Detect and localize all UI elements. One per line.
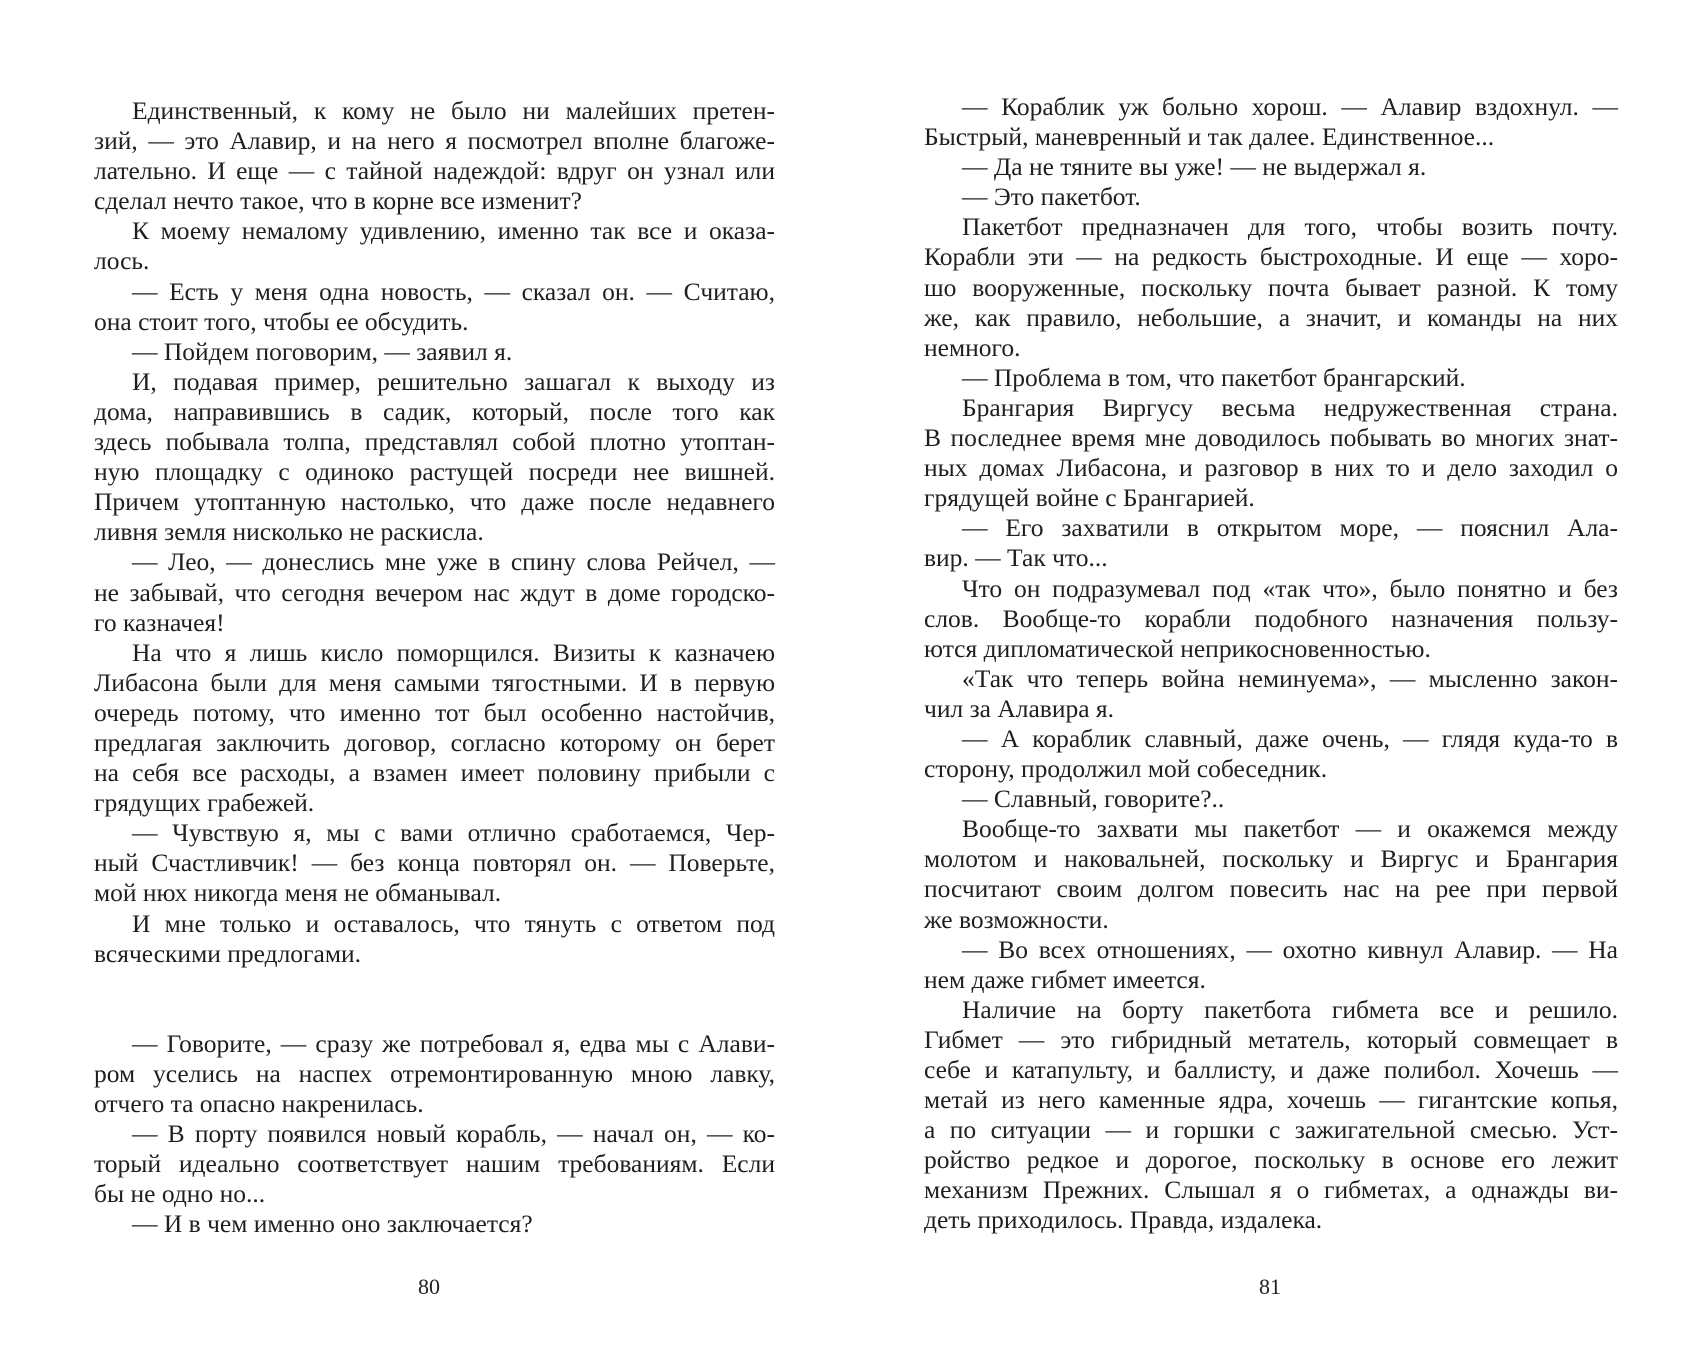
text-line: она стоит того, чтобы ее обсудить. — [94, 306, 469, 336]
text-line: деть приходилось. Правда, издалека. — [924, 1205, 1323, 1235]
text-line: — Это пакетбот. — [962, 182, 1141, 212]
text-line: посчитают своим долгом повесить нас на рее при первой — [924, 874, 1618, 904]
text-line: — Славный, говорите?.. — [962, 784, 1225, 814]
right-page-number: 81 — [1259, 1274, 1281, 1299]
text-line: ный Счастливчик! — без конца повторял он. — Поверьте, — [94, 848, 775, 878]
text-line: ных домах Либасона, и разговор в них то и дело заходил о — [924, 453, 1618, 483]
text-line: не забывай, что сегодня вечером нас ждут в доме городско- — [94, 577, 775, 607]
text-line: — Его захватили в открытом море, — пояснил Ала- — [962, 513, 1618, 543]
text-line: же возможности. — [924, 904, 1109, 934]
text-line: — И в чем именно оно заключается? — [132, 1209, 533, 1239]
text-line: Корабли эти — на редкость быстроходные. И еще — хоро- — [924, 242, 1618, 272]
text-line: — Есть у меня одна новость, — сказал он. — Считаю, — [132, 276, 775, 306]
text-line: Наличие на борту пакетбота гибмета все и решило. — [962, 994, 1618, 1024]
text-line: зий, — это Алавир, и на него я посмотрел вполне благоже- — [94, 126, 775, 156]
text-line: дома, направившись в садик, который, после того как — [94, 396, 775, 426]
text-line: лось. — [94, 246, 150, 276]
right-page-text — [924, 92, 1618, 1236]
text-line: Причем утоптанную настолько, что даже после недавнего — [94, 487, 775, 517]
text-line: — В порту появился новый корабль, — начал он, — ко- — [132, 1119, 775, 1148]
text-line: — Чувствую я, мы с вами отлично сработаемся, Чер- — [132, 818, 775, 848]
text-line: Брангария Виргусу весьма недружественная страна. — [962, 392, 1618, 422]
text-line: мой нюх никогда меня не обманывал. — [94, 878, 502, 908]
text-line: очередь потому, что именно тот был особенно настойчив, — [94, 697, 775, 727]
text-line: здесь побывала толпа, представлял собой плотно утоптан- — [94, 427, 775, 457]
text-line: Что он подразумевал под «так что», было понятно и без — [962, 573, 1618, 603]
text-line: Пакетбот предназначен для того, чтобы возить почту. — [962, 212, 1618, 242]
text-line: же, как правило, небольшие, а значит, и команды на них — [924, 302, 1618, 332]
text-line: всяческими предлогами. — [94, 938, 361, 968]
text-line: нем даже гибмет имеется. — [924, 964, 1206, 994]
text-line: лательно. И еще — с тайной надеждой: вдруг он узнал или — [94, 156, 775, 186]
text-line: Либасона были для меня самыми тягостными. И в первую — [94, 667, 775, 697]
text-line: вир. — Так что... — [924, 543, 1108, 573]
text-line: В последнее время мне доводилось побывать во многих знат- — [924, 423, 1618, 453]
text-line: сторону, продолжил мой собеседник. — [924, 754, 1328, 784]
text-line: грядущих грабежей. — [94, 788, 315, 818]
text-line: — Кораблик уж больно хорош. — Алавир вздохнул. — — [962, 92, 1618, 121]
text-line: — Пойдем поговорим, — заявил я. — [132, 336, 513, 366]
text-line: молотом и наковальней, поскольку и Виргус и Брангария — [924, 844, 1618, 874]
text-line: го казначея! — [94, 607, 225, 637]
text-line: шо вооруженные, поскольку почта бывает разной. К тому — [924, 272, 1618, 302]
text-line: механизм Прежних. Слышал я о гибметах, а однажды ви- — [924, 1175, 1618, 1205]
text-line: — А кораблик славный, даже очень, — глядя куда-то в — [962, 723, 1618, 753]
text-line: на себя все расходы, а взамен имеет половину прибыли с — [94, 758, 775, 788]
left-page-number: 80 — [418, 1274, 440, 1299]
text-line: Единственный, к кому не было ни малейших претен- — [132, 96, 775, 125]
text-line: — Во всех отношениях, — охотно кивнул Алавир. — На — [962, 934, 1618, 964]
text-line: — Лео, — донеслись мне уже в спину слова Рейчел, — — [132, 547, 775, 577]
text-line: ливня земля нисколько не раскисла. — [94, 517, 484, 547]
text-line: грядущей войне с Брангарией. — [924, 483, 1255, 513]
text-line: — Да не тяните вы уже! — не выдержал я. — [962, 152, 1427, 182]
text-line: — Проблема в том, что пакетбот брангарский. — [962, 362, 1466, 392]
section-break — [94, 969, 775, 1029]
text-line: — Говорите, — сразу же потребовал я, едва мы с Алави- — [132, 1028, 775, 1058]
text-line: а по ситуации — и горшки с зажигательной смесью. Уст- — [924, 1115, 1618, 1145]
text-line: метай из него каменные ядра, хочешь — гигантские копья, — [924, 1085, 1618, 1115]
text-line: ются дипломатической неприкосновенностью. — [924, 633, 1431, 663]
text-line: чил за Алавира я. — [924, 693, 1115, 723]
right-page — [849, 0, 1699, 1358]
text-line: себе и катапульту, и баллисту, и даже полибол. Хочешь — — [924, 1055, 1618, 1084]
text-line: Гибмет — это гибридный метатель, который совмещает в — [924, 1024, 1618, 1054]
text-line: сделал нечто такое, что в корне все изменит? — [94, 186, 582, 216]
text-line: ром уселись на наспех отремонтированную мною лавку, — [94, 1058, 775, 1088]
text-line: ройство редкое и дорогое, поскольку в основе его лежит — [924, 1145, 1618, 1175]
text-line: немного. — [924, 332, 1021, 362]
text-line: «Так что теперь война неминуема», — мысленно закон- — [962, 663, 1618, 693]
text-line: На что я лишь кисло поморщился. Визиты к казначею — [132, 637, 775, 667]
text-line: отчего та опасно накренилась. — [94, 1088, 424, 1118]
text-line: Быстрый, маневренный и так далее. Единственное... — [924, 122, 1495, 152]
text-line: слов. Вообще-то корабли подобного назначения пользу- — [924, 603, 1618, 633]
text-line: К моему немалому удивлению, именно так все и оказа- — [132, 216, 775, 246]
text-line: предлагая заключить договор, согласно которому он берет — [94, 727, 775, 757]
text-line: ную площадку с одиноко растущей посреди нее вишней. — [94, 457, 775, 487]
left-page-text — [94, 96, 775, 1239]
text-line: И мне только и оставалось, что тянуть с ответом под — [132, 908, 775, 938]
text-line: Вообще-то захвати мы пакетбот — и окажемся между — [962, 814, 1618, 844]
text-line: И, подавая пример, решительно зашагал к выходу из — [132, 366, 775, 396]
left-page — [0, 0, 849, 1358]
text-line: бы не одно но... — [94, 1179, 266, 1209]
text-line: торый идеально соответствует нашим требованиям. Если — [94, 1149, 775, 1179]
